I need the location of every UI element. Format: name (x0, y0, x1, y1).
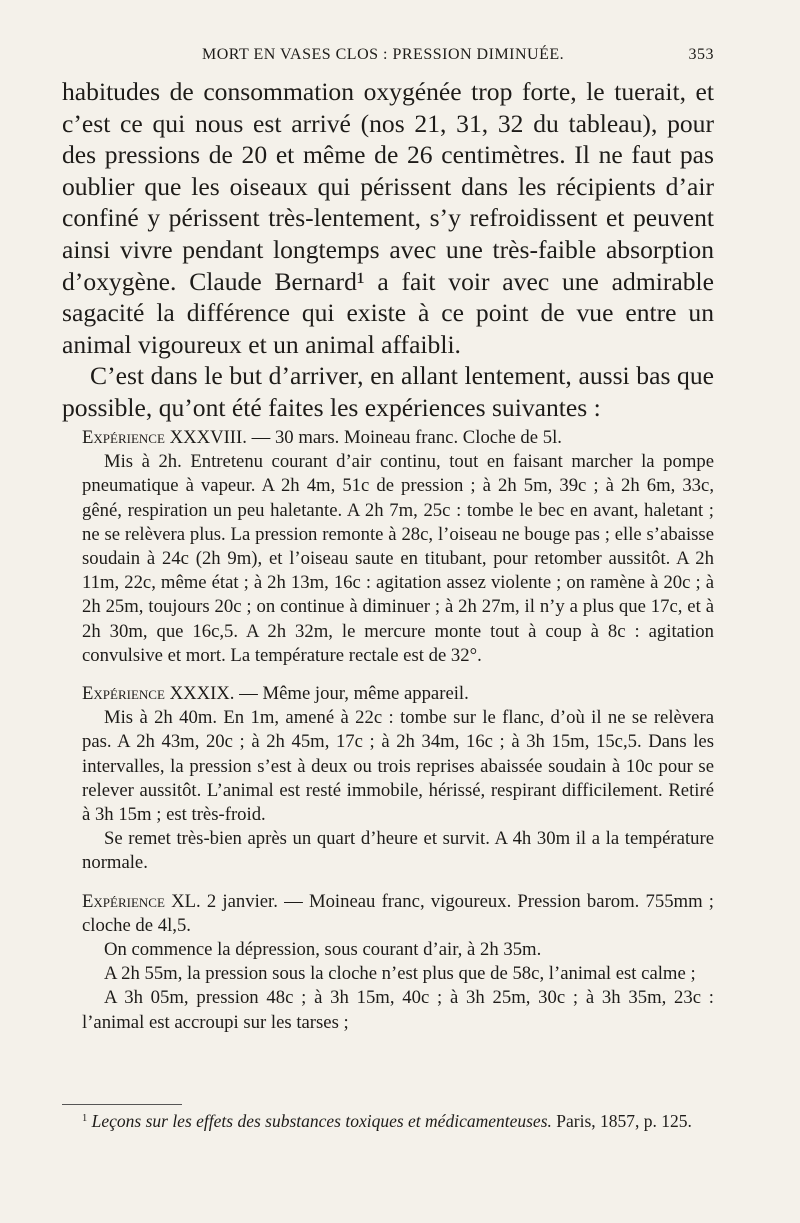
experiments-section (82, 426, 714, 1035)
experiment-40-heading-line (82, 890, 714, 938)
page-number: 353 (688, 46, 714, 63)
experiment-40-heading: Expérience XL. (82, 890, 201, 912)
running-header (62, 46, 714, 68)
experiment-38-body: Mis à 2h. Entretenu courant d’air continu, tout en faisant marcher la pompe pneumatique à vapeur. A 2h 4m, 51c de pression ; à 2h 5m, 39c ; à 2h 6m, 33c, gêné, respiration un peu haletante. A 2h 7m, 25c : tombe le bec en avant, haletant ; ne se relèvera plus. La pression remonte à 28c, l’oiseau ne bouge pas ; elle s’abaisse soudain à 24c (2h 9m), et l’oiseau saute en titubant, pour retomber aussitôt. A 2h 11m, 22c, même état ; à 2h 13m, 16c : agitation assez violente ; on ramène à 20c ; à 2h 25m, toujours 20c ; on continue à diminuer ; à 2h 27m, il n’y a plus que 17c, et à 2h 30m, que 16c,5. A 2h 32m, le mercure monte tout à coup à 8c : agitation convulsive et mort. La température rectale est de 32°. (82, 451, 714, 666)
footnote-rest: Paris, 1857, p. 125. (551, 1111, 692, 1131)
paragraph-2: C’est dans le but d’arriver, en allant lentement, aussi bas que possible, qu’ont été faites les expériences suivantes : (62, 361, 714, 422)
footnote-title: Leçons sur les effets des substances toxiques et médicamenteuses. (91, 1111, 552, 1131)
footnote (62, 1110, 714, 1132)
experiment-38-heading-line (82, 426, 714, 450)
experiment-39-body: Mis à 2h 40m. En 1m, amené à 22c : tombe sur le flanc, d’où il ne se relèvera pas. A 2h 43m, 20c ; à 2h 45m, 17c ; à 2h 34m, 16c ; à 3h 15m, 15c,5. Dans les intervalles, la pression s’est à deux ou trois reprises abaissée soudain à 10c pour se relever aussitôt. L’animal est resté immobile, hérissé, respirant difficilement. Retiré à 3h 15m ; est très-froid. (82, 707, 714, 826)
running-title: MORT EN VASES CLOS : PRESSION DIMINUÉE. (202, 46, 565, 63)
paragraph-1: habitudes de consommation oxygénée trop forte, le tuerait, et c’est ce qui nous est arrivé (nos 21, 31, 32 du tableau), pour des pressions de 20 et même de 26 centimètres. Il ne faut pas oublier que les oiseaux qui périssent dans les récipients d’air confiné y périssent très-lentement, s’y refroidissent et peuvent ainsi vivre pendant longtemps avec une très-faible absorption d’oxygène. Claude Bernard¹ a fait voir avec une admirable sagacité la différence qui existe à ce point de vue entre un animal vigoureux et un animal affaibli. (62, 77, 714, 359)
experiment-38-intro: — 30 mars. Moineau franc. Cloche de 5l. (246, 427, 562, 448)
experiment-39-intro: — Même jour, même appareil. (234, 683, 469, 705)
experiment-38-heading: Expérience XXXVIII. (82, 427, 247, 448)
experiment-40-body-1: On commence la dépression, sous courant d’air, à 2h 35m. (104, 939, 542, 961)
experiment-40-intro: 2 janvier. — Moineau franc, vigoureux. Pression barom. 755mm ; cloche de 4l,5. (82, 890, 714, 936)
main-text (62, 76, 714, 424)
experiment-39-outcome: Se remet très-bien après un quart d’heure et survit. A 4h 30m il a la température normale. (82, 828, 714, 874)
experiment-39-heading: Expérience XXXIX. (82, 683, 235, 705)
footnote-mark: 1 (82, 1113, 88, 1125)
experiment-40-body-3: A 3h 05m, pression 48c ; à 3h 15m, 40c ; à 3h 25m, 30c ; à 3h 35m, 23c : l’animal est accroupi sur les tarses ; (82, 987, 714, 1033)
footnote-rule (62, 1104, 182, 1105)
experiment-39-heading-line (82, 682, 714, 706)
experiment-40-body-2: A 2h 55m, la pression sous la cloche n’est plus que de 58c, l’animal est calme ; (104, 963, 696, 985)
